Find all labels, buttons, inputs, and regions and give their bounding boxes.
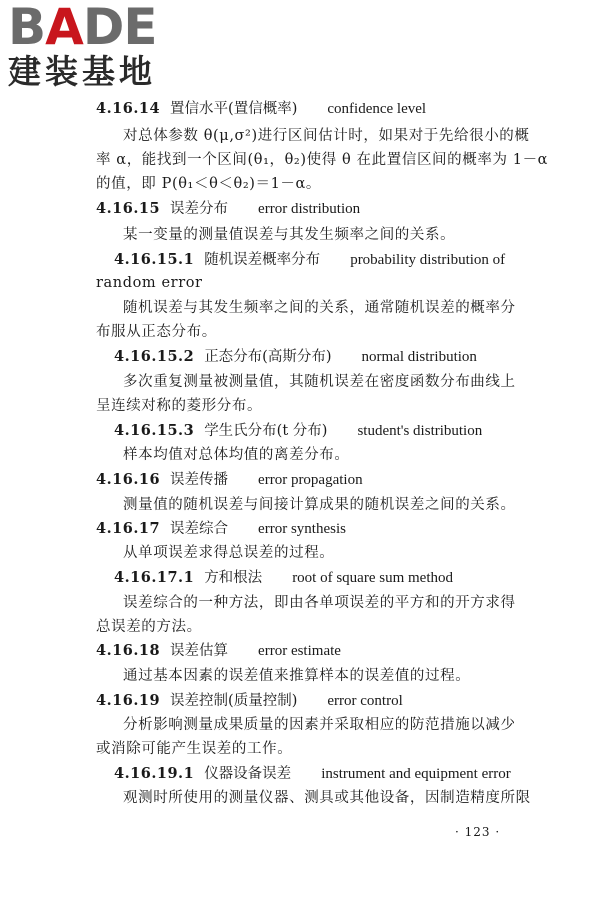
body-line: 样本均值对总体均值的离差分布。 [123, 447, 350, 463]
body-line: 总误差的方法。 [96, 619, 202, 635]
term-english: instrument and equipment error [321, 766, 511, 782]
term-english: probability distribution of [350, 252, 506, 268]
term-number: 4.16.17 [96, 520, 161, 537]
term-chinese: 误差控制(质量控制) [170, 693, 298, 709]
term-chinese: 仪器设备误差 [204, 766, 292, 782]
term-heading [96, 691, 403, 711]
term-english: root of square sum method [292, 570, 453, 586]
logo-wordmark: BADE [8, 0, 157, 56]
term-number: 4.16.17.1 [114, 569, 195, 586]
term-english: student's distribution [357, 423, 483, 439]
body-line: 的值，即 P(θ₁＜θ＜θ₂)＝1－α。 [96, 176, 322, 192]
body-line: 分析影响测量成果质量的因素并采取相应的防范措施以减少 [123, 717, 516, 733]
term-chinese: 置信水平(置信概率) [170, 101, 298, 117]
term-heading [114, 568, 453, 588]
term-number: 4.16.18 [96, 642, 161, 659]
term-heading [96, 199, 360, 219]
term-heading [114, 250, 505, 270]
bade-logo [8, 2, 178, 94]
term-english: error distribution [258, 201, 361, 217]
term-heading [114, 764, 511, 784]
term-chinese: 正态分布(高斯分布) [204, 349, 332, 365]
page-number: · 123 · [455, 825, 501, 839]
body-line: 或消除可能产生误差的工作。 [96, 741, 293, 757]
term-english: error estimate [258, 643, 341, 659]
term-number: 4.16.14 [96, 100, 161, 117]
term-chinese: 误差传播 [170, 472, 229, 488]
term-number: 4.16.15.3 [114, 422, 195, 439]
term-chinese: 误差分布 [170, 201, 229, 217]
body-line: 对总体参数 θ(μ,σ²)进行区间估计时，如果对于先给很小的概 [123, 128, 530, 144]
term-number: 4.16.19.1 [114, 765, 195, 782]
term-english: confidence level [327, 101, 427, 117]
term-chinese: 误差综合 [170, 521, 229, 537]
term-chinese: 随机误差概率分布 [204, 252, 321, 268]
term-heading [96, 470, 363, 490]
body-line: 呈连续对称的菱形分布。 [96, 398, 263, 414]
body-line: random error [96, 275, 203, 291]
body-line: 某一变量的测量值误差与其发生频率之间的关系。 [123, 227, 456, 243]
term-heading [114, 347, 477, 367]
term-heading [114, 421, 482, 441]
body-line: 通过基本因素的误差值来推算样本的误差值的过程。 [123, 668, 471, 684]
term-heading [96, 641, 341, 661]
body-line: 观测时所使用的测量仪器、测具或其他设备，因制造精度所限 [123, 790, 531, 806]
term-heading [96, 99, 426, 119]
body-line: 多次重复测量被测量值，其随机误差在密度函数分布曲线上 [123, 374, 516, 390]
body-line: 率 α，能找到一个区间(θ₁，θ₂)使得 θ 在此置信区间的概率为 1－α [96, 152, 549, 168]
term-number: 4.16.19 [96, 692, 161, 709]
term-number: 4.16.15.1 [114, 251, 195, 268]
logo-subtitle: 建装基地 [8, 52, 156, 91]
logo-accent-letter: A [45, 0, 83, 56]
term-chinese: 学生氏分布(t 分布) [204, 423, 328, 439]
body-line: 测量值的随机误差与间接计算成果的随机误差之间的关系。 [123, 497, 516, 513]
body-line: 误差综合的一种方法，即由各单项误差的平方和的开方求得 [123, 595, 516, 611]
term-number: 4.16.16 [96, 471, 161, 488]
term-english: error control [327, 693, 403, 709]
body-line: 布服从正态分布。 [96, 324, 217, 340]
term-english: error propagation [258, 472, 363, 488]
term-chinese: 误差估算 [170, 643, 229, 659]
body-line: 从单项误差求得总误差的过程。 [123, 545, 335, 561]
term-english: error synthesis [258, 521, 346, 537]
term-number: 4.16.15.2 [114, 348, 195, 365]
term-chinese: 方和根法 [204, 570, 263, 586]
term-number: 4.16.15 [96, 200, 161, 217]
term-heading [96, 519, 346, 539]
term-english: normal distribution [361, 349, 477, 365]
body-line: 随机误差与其发生频率之间的关系，通常随机误差的概率分 [123, 300, 516, 316]
